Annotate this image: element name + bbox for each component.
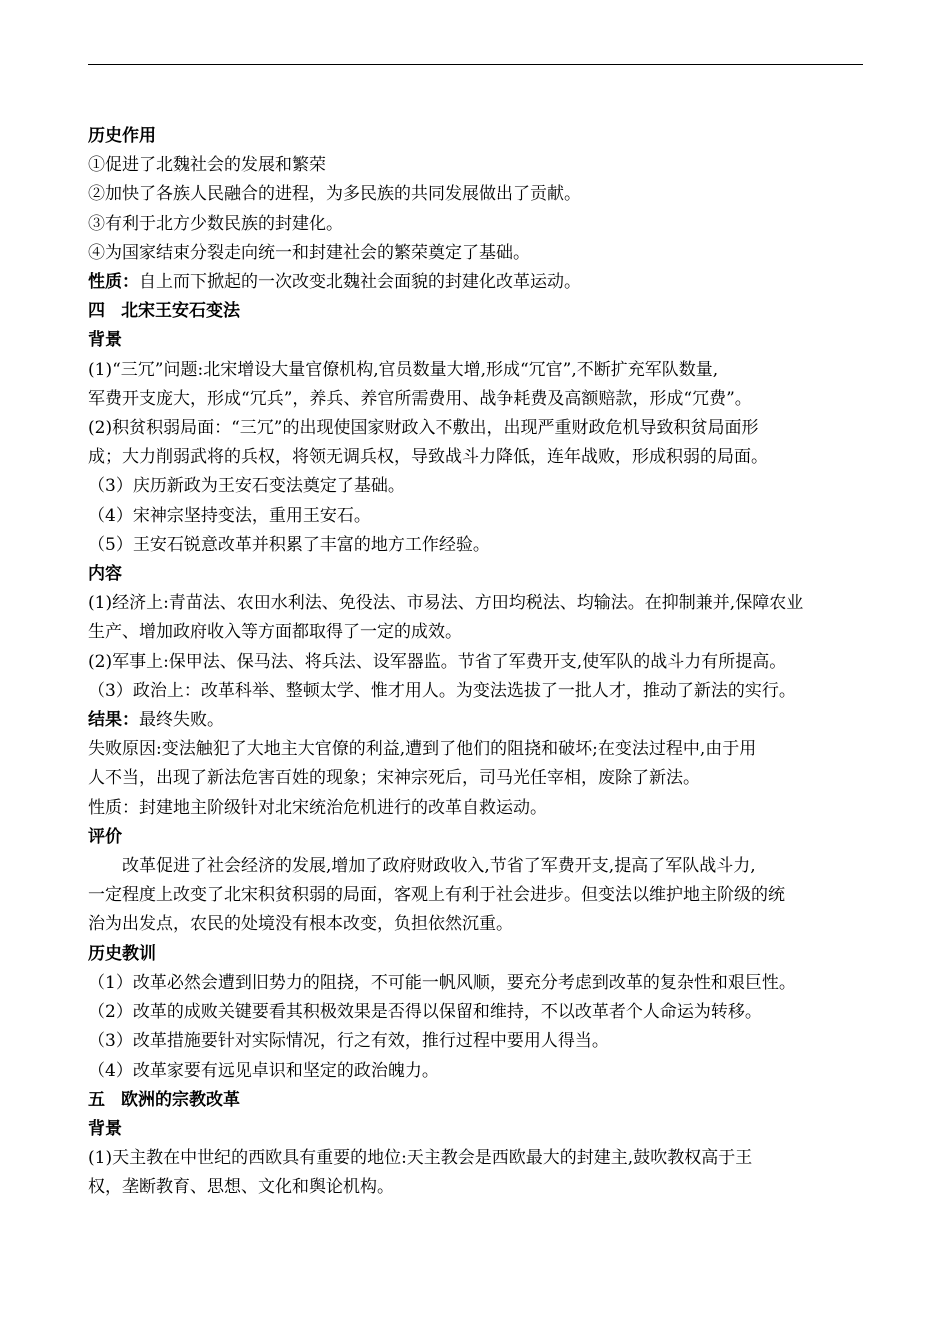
paragraph-line: （3）政治上：改革科举、整顿太学、惟才用人。为变法选拔了一批人才，推动了新法的实行。 — [88, 680, 796, 701]
paragraph-line: 军费开支庞大，形成“冗兵”，养兵、养官所需费用、战争耗费及高额赔款，形成“冗费”。 — [88, 388, 752, 409]
paragraph-line: 权，垄断教育、思想、文化和舆论机构。 — [88, 1177, 394, 1198]
list-item: ④为国家结束分裂走向统一和封建社会的繁荣奠定了基础。 — [88, 242, 530, 263]
paragraph-line: (2)军事上:保甲法、保马法、将兵法、设军器监。节省了军费开支,使军队的战斗力有所提高。 — [88, 651, 787, 672]
heading-lessons: 历史教训 — [88, 943, 156, 964]
list-item: ①促进了北魏社会的发展和繁荣 — [88, 155, 326, 176]
heading-evaluation: 评价 — [88, 826, 122, 847]
paragraph-line: 改革促进了社会经济的发展,增加了政府财政收入,节省了军费开支,提高了军队战斗力, — [122, 856, 756, 877]
list-item: ②加快了各族人民融合的进程，为多民族的共同发展做出了贡献。 — [88, 184, 581, 205]
paragraph-line: 生产、增加政府收入等方面都取得了一定的成效。 — [88, 622, 462, 643]
header-rule — [88, 64, 863, 65]
document-body — [88, 122, 864, 1203]
paragraph-line: （5）王安石锐意改革并积累了丰富的地方工作经验。 — [88, 534, 490, 555]
list-item: ③有利于北方少数民族的封建化。 — [88, 213, 343, 234]
section-heading-4 — [88, 297, 864, 326]
heading-content: 内容 — [88, 564, 122, 585]
list-item: （4）改革家要有远见卓识和坚定的政治魄力。 — [88, 1060, 439, 1081]
section-heading-5 — [88, 1086, 864, 1115]
paragraph-line: 成；大力削弱武将的兵权，将领无调兵权，导致战斗力降低，连年战败，形成积弱的局面。 — [88, 447, 768, 468]
list-item: （3）改革措施要针对实际情况，行之有效，推行过程中要用人得当。 — [88, 1031, 609, 1052]
nature-text: 自上而下掀起的一次改变北魏社会面貌的封建化改革运动。 — [139, 272, 581, 293]
paragraph-line: （4）宋神宗坚持变法，重用王安石。 — [88, 505, 371, 526]
list-item: （1）改革必然会遭到旧势力的阻挠，不可能一帆风顺，要充分考虑到改革的复杂性和艰巨性。 — [88, 972, 796, 993]
paragraph-line: 性质：封建地主阶级针对北宋统治危机进行的改革自救运动。 — [88, 797, 547, 818]
paragraph-line: 失败原因:变法触犯了大地主大官僚的利益,遭到了他们的阻挠和破坏;在变法过程中,由于用 — [88, 739, 757, 760]
paragraph-line: (1)经济上:青苗法、农田水利法、免役法、市易法、方田均税法、均输法。在抑制兼并,保障农业 — [88, 593, 804, 614]
section-number: 四 — [88, 301, 105, 322]
paragraph-line: (1)天主教在中世纪的西欧具有重要的地位:天主教会是西欧最大的封建主,鼓吹教权高于王 — [88, 1148, 753, 1169]
nature-paragraph — [88, 268, 864, 297]
paragraph-line: 人不当，出现了新法危害百姓的现象；宋神宗死后，司马光任宰相，废除了新法。 — [88, 768, 700, 789]
paragraph-line: 治为出发点，农民的处境没有根本改变，负担依然沉重。 — [88, 914, 513, 935]
paragraph-line: (1)“三冗”问题:北宋增设大量官僚机构,官员数量大增,形成“冗官”,不断扩充军队数量, — [88, 359, 719, 380]
result-text: 最终失败。 — [139, 710, 224, 731]
heading-background: 背景 — [88, 1118, 122, 1139]
heading-historical-effect: 历史作用 — [88, 126, 156, 146]
paragraph-line: （3）庆历新政为王安石变法奠定了基础。 — [88, 476, 405, 497]
paragraph-line: (2)积贫积弱局面：“三冗”的出现使国家财政入不敷出，出现严重财政危机导致积贫局面形 — [88, 418, 759, 439]
list-item: （2）改革的成败关键要看其积极效果是否得以保留和维持，不以改革者个人命运为转移。 — [88, 1002, 762, 1023]
nature-label: 性质： — [88, 272, 139, 293]
result-label: 结果： — [88, 710, 139, 731]
paragraph-line: 一定程度上改变了北宋积贫积弱的局面，客观上有利于社会进步。但变法以维护地主阶级的统 — [88, 885, 785, 906]
result-paragraph — [88, 706, 864, 735]
section-number: 五 — [88, 1089, 105, 1110]
heading-background: 背景 — [88, 330, 122, 351]
section-title: 欧洲的宗教改革 — [121, 1089, 240, 1110]
section-title: 北宋王安石变法 — [121, 301, 240, 322]
